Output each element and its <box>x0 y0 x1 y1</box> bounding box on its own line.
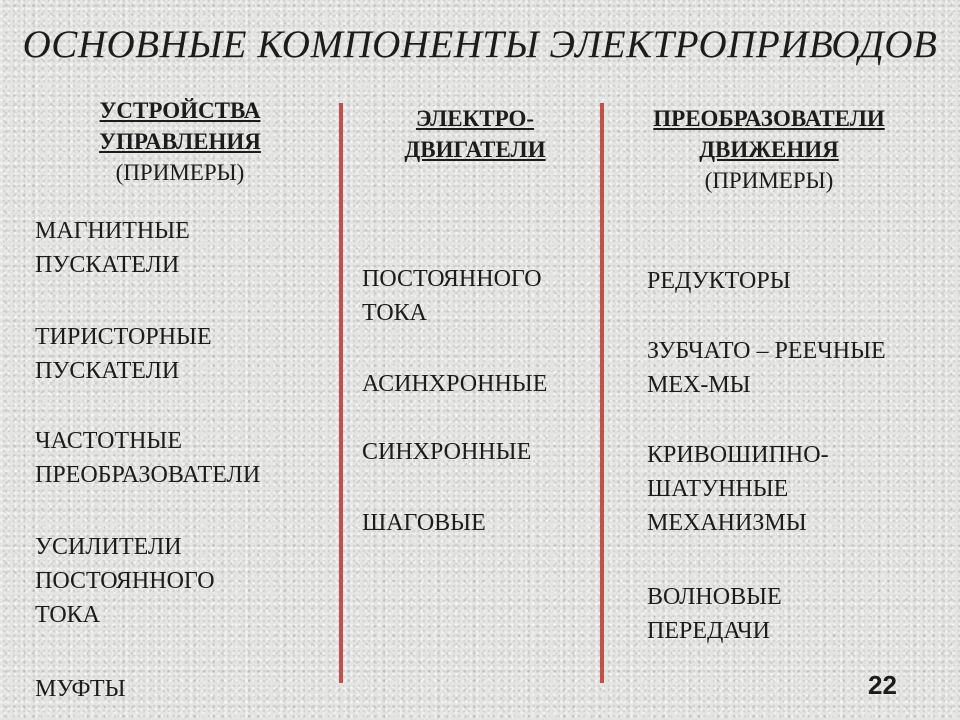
list-item: АСИНХРОННЫЕ <box>362 371 548 397</box>
list-item: ЗУБЧАТО – РЕЕЧНЫЕ МЕХ-МЫ <box>647 338 886 398</box>
list-item: КРИВОШИПНО- ШАТУННЫЕ МЕХАНИЗМЫ <box>647 442 829 536</box>
heading-line: ЭЛЕКТРО- <box>415 106 535 131</box>
list-item: ЧАСТОТНЫЕ ПРЕОБРАЗОВАТЕЛИ <box>35 428 261 488</box>
column-heading-motors <box>355 103 595 165</box>
heading-subtitle: (ПРИМЕРЫ) <box>115 160 245 185</box>
list-item: МУФТЫ <box>35 676 126 702</box>
column-heading-motion-converters <box>614 103 924 196</box>
heading-line: ПРЕОБРАЗОВАТЕЛИ <box>653 106 885 131</box>
list-item: МАГНИТНЫЕ ПУСКАТЕЛИ <box>35 218 190 278</box>
heading-line: ДВИЖЕНИЯ <box>699 137 839 162</box>
list-item: ШАГОВЫЕ <box>362 510 486 536</box>
list-item: СИНХРОННЫЕ <box>362 439 532 465</box>
heading-line: УПРАВЛЕНИЯ <box>99 129 261 154</box>
list-item: ПОСТОЯННОГО ТОКА <box>362 266 542 326</box>
list-item: РЕДУКТОРЫ <box>647 268 791 294</box>
column-divider <box>600 103 604 683</box>
column-heading-control-devices <box>40 95 320 188</box>
heading-line: ДВИГАТЕЛИ <box>404 137 546 162</box>
list-item: ВОЛНОВЫЕ ПЕРЕДАЧИ <box>647 584 782 644</box>
slide-title: ОСНОВНЫЕ КОМПОНЕНТЫ ЭЛЕКТРОПРИВОДОВ <box>22 23 938 66</box>
list-item: ТИРИСТОРНЫЕ ПУСКАТЕЛИ <box>35 324 212 384</box>
list-item: УСИЛИТЕЛИ ПОСТОЯННОГО ТОКА <box>35 534 215 628</box>
column-divider <box>339 103 343 683</box>
heading-line: УСТРОЙСТВА <box>99 98 261 123</box>
heading-subtitle: (ПРИМЕРЫ) <box>704 168 834 193</box>
slide-number: 22 <box>868 670 897 700</box>
